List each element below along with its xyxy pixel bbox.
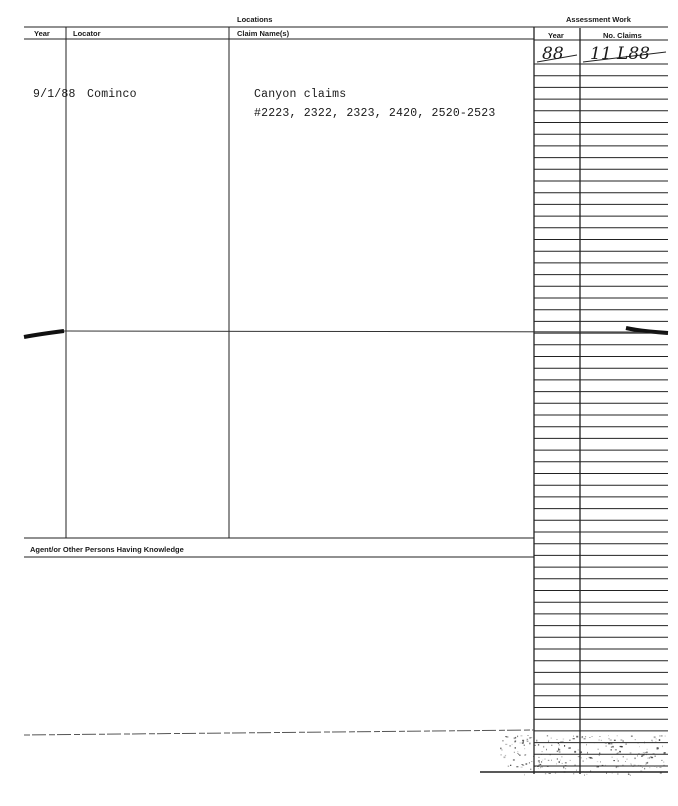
scan-speckle	[538, 760, 540, 762]
scan-speckle	[564, 771, 566, 773]
scan-speckle	[559, 761, 561, 763]
scan-speckle	[553, 772, 554, 773]
scan-speckle	[656, 739, 657, 740]
scan-speckle	[557, 751, 559, 752]
scan-speckle	[564, 745, 565, 747]
scan-speckle	[516, 740, 517, 742]
claim-names-column-header: Claim Name(s)	[237, 29, 290, 38]
scan-speckle	[541, 754, 542, 755]
scan-speckle	[535, 745, 536, 746]
scan-speckle	[611, 749, 612, 750]
scan-speckle	[659, 739, 660, 741]
locator-column-header: Locator	[73, 29, 101, 38]
scan-speckle	[610, 743, 612, 744]
scan-speckle	[600, 761, 601, 762]
scan-speckle	[644, 768, 645, 770]
scan-speckle	[621, 739, 623, 741]
scan-speckle	[580, 753, 581, 754]
scan-speckle	[599, 739, 600, 741]
scan-speckle	[650, 757, 652, 758]
scan-speckle	[599, 753, 600, 754]
assessment-year-column-header: Year	[548, 31, 564, 40]
assessment-work-header: Assessment Work	[566, 15, 631, 24]
scan-speckle	[587, 752, 588, 754]
scan-speckle	[582, 736, 584, 737]
scan-speckle	[652, 742, 653, 743]
scan-speckle	[559, 744, 560, 746]
scan-speckle	[505, 755, 506, 756]
scan-speckle	[664, 752, 666, 753]
scan-speckle	[561, 756, 562, 757]
scan-speckle	[560, 760, 561, 761]
scan-speckle	[613, 760, 615, 761]
scan-speckle	[662, 746, 663, 748]
scan-speckle	[638, 765, 640, 766]
scan-speckle	[610, 739, 612, 741]
scan-speckle	[635, 758, 636, 760]
scan-speckle	[631, 764, 632, 765]
scan-speckle	[524, 748, 525, 749]
scan-speckle	[522, 740, 524, 742]
scan-speckle	[663, 765, 665, 766]
scan-speckle	[651, 740, 653, 741]
scan-speckle	[586, 774, 587, 775]
scan-speckle	[608, 743, 610, 745]
scan-speckle	[546, 749, 547, 751]
scan-speckle	[584, 738, 586, 739]
scan-speckle	[626, 743, 627, 744]
scan-speckle	[536, 740, 537, 742]
year-column-header: Year	[34, 29, 50, 38]
scan-speckle	[663, 753, 665, 754]
scan-speckle	[640, 771, 642, 773]
scan-speckle	[655, 741, 656, 742]
scan-speckle	[530, 769, 531, 770]
scan-speckle	[519, 755, 521, 756]
scan-speckle	[521, 767, 523, 768]
scan-speckle	[547, 735, 548, 737]
scan-speckle	[594, 742, 595, 743]
scan-speckle	[643, 752, 644, 753]
scan-speckle	[623, 765, 624, 766]
scan-speckle	[565, 765, 567, 766]
scan-speckle	[524, 745, 525, 746]
scan-speckle	[650, 767, 651, 768]
scan-speckle	[531, 761, 532, 762]
scan-speckle	[590, 757, 592, 759]
scan-speckle	[620, 746, 622, 747]
scan-speckle	[635, 739, 636, 740]
scan-speckle	[583, 760, 584, 762]
scan-speckle	[630, 752, 632, 754]
scan-speckle	[617, 736, 618, 737]
scan-speckle	[606, 773, 607, 774]
scan-speckle	[612, 757, 613, 758]
scan-speckle	[585, 736, 586, 737]
scan-speckle	[547, 766, 549, 767]
scan-speckle	[649, 757, 650, 759]
scan-speckle	[517, 736, 518, 738]
scan-speckle	[551, 745, 552, 746]
scan-speckle	[606, 746, 607, 747]
scan-speckle	[657, 748, 659, 749]
entry-date: 9/1/88	[33, 88, 76, 101]
scan-speckle	[516, 766, 518, 767]
scan-speckle	[540, 767, 541, 768]
scan-speckle	[526, 740, 528, 741]
scan-speckle	[608, 735, 609, 736]
scan-speckle	[524, 774, 525, 776]
scan-speckle	[609, 738, 610, 739]
scan-speckle	[558, 749, 560, 751]
scan-speckle	[637, 755, 638, 757]
scan-speckle	[556, 739, 558, 740]
scan-speckle	[559, 751, 561, 753]
scan-speckle	[573, 736, 574, 737]
scan-speckle	[520, 743, 521, 744]
scan-speckle	[617, 759, 618, 760]
scan-speckle	[542, 760, 543, 761]
scan-speckle	[541, 751, 542, 752]
scan-speckle	[620, 752, 621, 753]
scan-speckle	[551, 760, 552, 761]
scan-speckle	[548, 741, 549, 742]
scan-speckle	[646, 762, 648, 764]
scan-speckle	[500, 748, 501, 750]
scan-speckle	[578, 756, 580, 757]
scan-speckle	[592, 736, 593, 737]
scan-speckle	[646, 752, 647, 753]
scan-speckle	[661, 760, 662, 761]
scan-speckle	[616, 766, 617, 768]
scan-speckle	[617, 774, 619, 775]
scan-speckle	[586, 744, 587, 746]
scan-speckle	[509, 745, 510, 746]
scan-speckle	[634, 765, 636, 767]
scan-speckle	[517, 751, 518, 752]
scan-speckle	[592, 758, 593, 759]
entry-claim-numbers: #2223, 2322, 2323, 2420, 2520-2523	[254, 107, 496, 120]
scan-speckle	[617, 772, 618, 773]
scan-speckle	[548, 740, 549, 741]
scan-speckle	[582, 771, 584, 772]
scan-speckle	[530, 737, 532, 738]
scan-speckle	[618, 760, 619, 762]
scan-speckle	[601, 740, 602, 741]
scan-speckle	[642, 767, 643, 768]
entry-locator: Cominco	[87, 88, 137, 101]
scan-speckle	[597, 766, 599, 768]
scan-speckle	[569, 747, 571, 748]
scan-speckle	[523, 742, 524, 743]
scan-speckle	[534, 766, 536, 767]
scan-speckle	[558, 743, 559, 744]
scan-speckle	[512, 744, 513, 745]
scan-speckle	[659, 767, 661, 768]
scan-speckle	[562, 763, 563, 764]
scan-speckle	[548, 773, 550, 774]
scan-speckle	[527, 735, 529, 736]
no-claims-column-header: No. Claims	[603, 31, 642, 40]
scan-speckle	[557, 758, 558, 760]
scan-speckle	[605, 765, 606, 767]
scan-speckle	[647, 749, 648, 750]
scan-speckle	[560, 741, 562, 742]
scan-speckle	[575, 765, 576, 767]
scan-speckle	[550, 755, 551, 756]
scan-speckle	[580, 768, 581, 769]
scan-speckle	[569, 740, 571, 741]
scan-speckle	[656, 767, 657, 768]
scan-speckle	[538, 765, 539, 767]
scan-speckle	[541, 761, 542, 763]
scan-speckle	[556, 763, 557, 765]
scan-speckle	[578, 750, 579, 751]
scan-speckle	[527, 739, 529, 740]
scan-speckle	[551, 738, 552, 739]
scan-speckle	[663, 761, 664, 762]
scan-speckle	[548, 760, 550, 761]
scan-speckle	[654, 736, 656, 738]
scan-speckle	[638, 753, 639, 754]
locations-header: Locations	[237, 15, 273, 24]
scan-speckle	[533, 756, 534, 757]
scan-speckle	[654, 766, 655, 767]
scan-speckle	[611, 746, 612, 748]
scan-speckle	[581, 757, 582, 758]
scan-speckle	[576, 770, 577, 771]
scan-speckle	[576, 736, 578, 738]
scan-speckle	[610, 772, 611, 773]
scan-speckle	[543, 746, 544, 748]
scan-speckle	[501, 754, 502, 755]
scan-speckle	[573, 738, 575, 739]
scan-speckle	[590, 771, 591, 772]
scan-speckle	[565, 762, 567, 763]
scan-speckle	[538, 757, 539, 758]
scan-speckle	[517, 753, 519, 754]
scan-speckle	[514, 737, 516, 739]
scan-speckle	[545, 773, 546, 774]
scan-speckle	[574, 751, 576, 753]
scan-speckle	[630, 775, 631, 776]
scan-speckle	[538, 768, 539, 769]
scan-speckle	[614, 740, 616, 741]
scan-speckle	[646, 754, 647, 755]
scan-speckle	[570, 760, 571, 761]
scan-speckle	[505, 744, 507, 745]
scan-speckle	[646, 764, 647, 765]
scan-speckle	[654, 756, 656, 758]
scan-speckle	[617, 766, 619, 767]
scan-speckle	[639, 746, 640, 747]
assessment-no-claims-entry: 11 L88	[590, 44, 650, 64]
scan-speckle	[510, 765, 511, 766]
scan-speckle	[513, 759, 515, 761]
scan-speckle	[501, 749, 503, 750]
scan-speckle	[581, 751, 582, 753]
scan-speckle	[515, 747, 516, 748]
scan-speckle	[627, 759, 628, 760]
scan-speckle	[565, 768, 566, 769]
scan-speckle	[529, 743, 530, 745]
scan-speckle	[660, 772, 662, 774]
scan-speckle	[537, 766, 539, 767]
scan-speckle	[563, 739, 564, 740]
scan-speckle	[534, 760, 535, 761]
scan-speckle	[641, 756, 642, 757]
agent-section-header: Agent/or Other Persons Having Knowledge	[30, 545, 184, 554]
scan-speckle	[514, 752, 515, 753]
scan-speckle	[529, 762, 530, 764]
scan-speckle	[623, 740, 624, 742]
scan-speckle	[586, 758, 587, 759]
scan-speckle	[563, 767, 564, 769]
scan-speckle	[542, 766, 543, 767]
scan-speckle	[502, 740, 503, 741]
scan-speckle	[504, 757, 506, 759]
scan-speckle	[618, 753, 619, 754]
scan-speckle	[555, 772, 556, 774]
scan-speckle	[662, 735, 663, 736]
scan-speckle	[626, 754, 627, 755]
scan-speckle	[653, 753, 655, 754]
scan-speckle	[615, 749, 617, 751]
scan-speckle	[628, 774, 630, 775]
scan-speckle	[589, 737, 590, 738]
scan-speckle	[612, 746, 614, 748]
scan-speckle	[638, 742, 639, 744]
scan-speckle	[648, 758, 649, 759]
scan-speckle	[538, 744, 539, 746]
scan-speckle	[625, 761, 626, 762]
scan-speckle	[612, 772, 613, 774]
scan-speckle	[640, 765, 642, 767]
scan-speckle	[599, 755, 600, 756]
scan-speckle	[525, 755, 526, 756]
scan-speckle	[644, 742, 645, 744]
scan-speckle	[584, 775, 585, 776]
scan-speckle	[630, 763, 631, 764]
scan-speckle	[514, 741, 515, 743]
scan-speckle	[526, 763, 528, 764]
scan-speckle	[602, 765, 604, 766]
scan-speckle	[628, 772, 629, 774]
entry-claim-name: Canyon claims	[254, 88, 347, 101]
scan-speckle	[665, 736, 666, 737]
scan-speckle	[597, 749, 599, 750]
scan-speckle	[523, 765, 524, 766]
scan-speckle	[508, 766, 509, 767]
scan-speckle	[562, 741, 563, 742]
scan-speckle	[623, 756, 624, 757]
scan-speckle	[506, 736, 508, 737]
scan-speckle	[545, 759, 546, 760]
scan-speckle	[605, 743, 607, 744]
scan-speckle	[580, 735, 581, 737]
assessment-year-entry: 88	[542, 44, 564, 64]
scan-speckle	[599, 736, 601, 737]
scan-speckle	[597, 761, 598, 762]
scan-speckle	[643, 754, 645, 755]
scan-speckle	[573, 773, 574, 774]
scan-speckle	[631, 736, 633, 737]
scan-speckle	[539, 762, 540, 763]
scan-speckle	[659, 735, 660, 736]
scan-speckle	[645, 752, 646, 753]
scan-speckle	[540, 764, 542, 765]
scan-speckle	[521, 736, 523, 737]
